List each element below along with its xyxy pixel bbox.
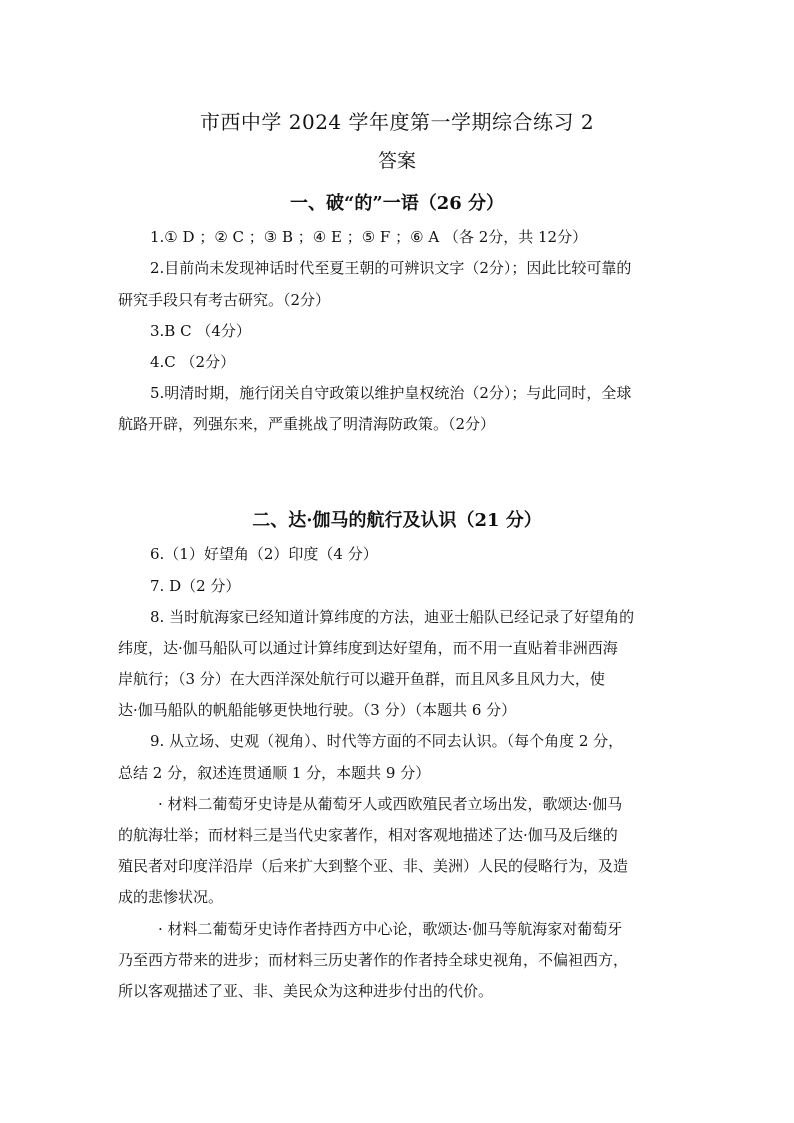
- s1-line-2: 2.目前尚未发现神话时代至夏王朝的可辨识文字（2分）；因此比较可靠的: [150, 259, 632, 277]
- s1-line-3: 研究手段只有考古研究。（2分）: [118, 291, 331, 309]
- s1-line-7: 航路开辟，列强东来，严重挑战了明清海防政策。（2分）: [118, 415, 496, 433]
- s2-line-1: 6.（1）好望角（2）印度（4 分）: [150, 545, 378, 563]
- s2-line-12: 成的悲惨状况。: [118, 888, 224, 906]
- s2-line-4: 纬度，达·伽马船队可以通过计算纬度到达好望角，而不用一直贴着非洲西海: [118, 639, 618, 657]
- s2-line-14: 乃至西方带来的进步；而材料三历史著作的作者持全球史视角，不偏袒西方，: [118, 951, 629, 969]
- s2-line-9: · 材料二葡萄牙史诗是从葡萄牙人或西欧殖民者立场出发，歌颂达·伽马: [158, 795, 623, 813]
- document-subtitle: 答案: [377, 150, 416, 172]
- s2-line-7: 9. 从立场、史观（视角）、时代等方面的不同去认识。（每个角度 2 分，: [150, 732, 624, 750]
- section-1-heading: 一、破“的”一语（26 分）: [289, 193, 505, 214]
- s2-line-10: 的航海壮举；而材料三是当代史家著作，相对客观地描述了达·伽马及后继的: [118, 826, 618, 844]
- s2-line-15: 所以客观描述了亚、非、美民众为这种进步付出的代价。: [118, 982, 494, 1000]
- s2-line-5: 岸航行；（3 分）在大西洋深处航行可以避开鱼群，而且风多且风力大，使: [118, 670, 605, 688]
- s2-line-8: 总结 2 分，叙述连贯通顺 1 分，本题共 9 分）: [118, 764, 431, 782]
- s2-line-6: 达·伽马船队的帆船能够更快地行驶。（3 分）（本题共 6 分）: [118, 701, 517, 719]
- section-2-heading: 二、达·伽马的航行及认识（21 分）: [252, 510, 542, 531]
- s2-line-13: · 材料二葡萄牙史诗作者持西方中心论，歌颂达·伽马等航海家对葡萄牙: [158, 920, 623, 938]
- document-title: 市西中学 2024 学年度第一学期综合练习 2: [199, 110, 595, 134]
- s1-line-6: 5.明清时期，施行闭关自守政策以维护皇权统治（2分）；与此同时，全球: [150, 384, 632, 402]
- s2-line-11: 殖民者对印度洋沿岸（后来扩大到整个亚、非、美洲）人民的侵略行为，及造: [118, 857, 629, 875]
- s1-line-1: 1.① D ；② C ；③ B ；④ E ；⑤ F ；⑥ A （各 2分，共 12分）: [150, 228, 588, 246]
- s2-line-2: 7. D（2 分）: [150, 577, 241, 595]
- s2-line-3: 8. 当时航海家已经知道计算纬度的方法，迪亚士船队已经记录了好望角的: [150, 608, 635, 626]
- s1-line-5: 4.C （2分）: [150, 353, 236, 371]
- s1-line-4: 3.B C （4分）: [150, 322, 251, 340]
